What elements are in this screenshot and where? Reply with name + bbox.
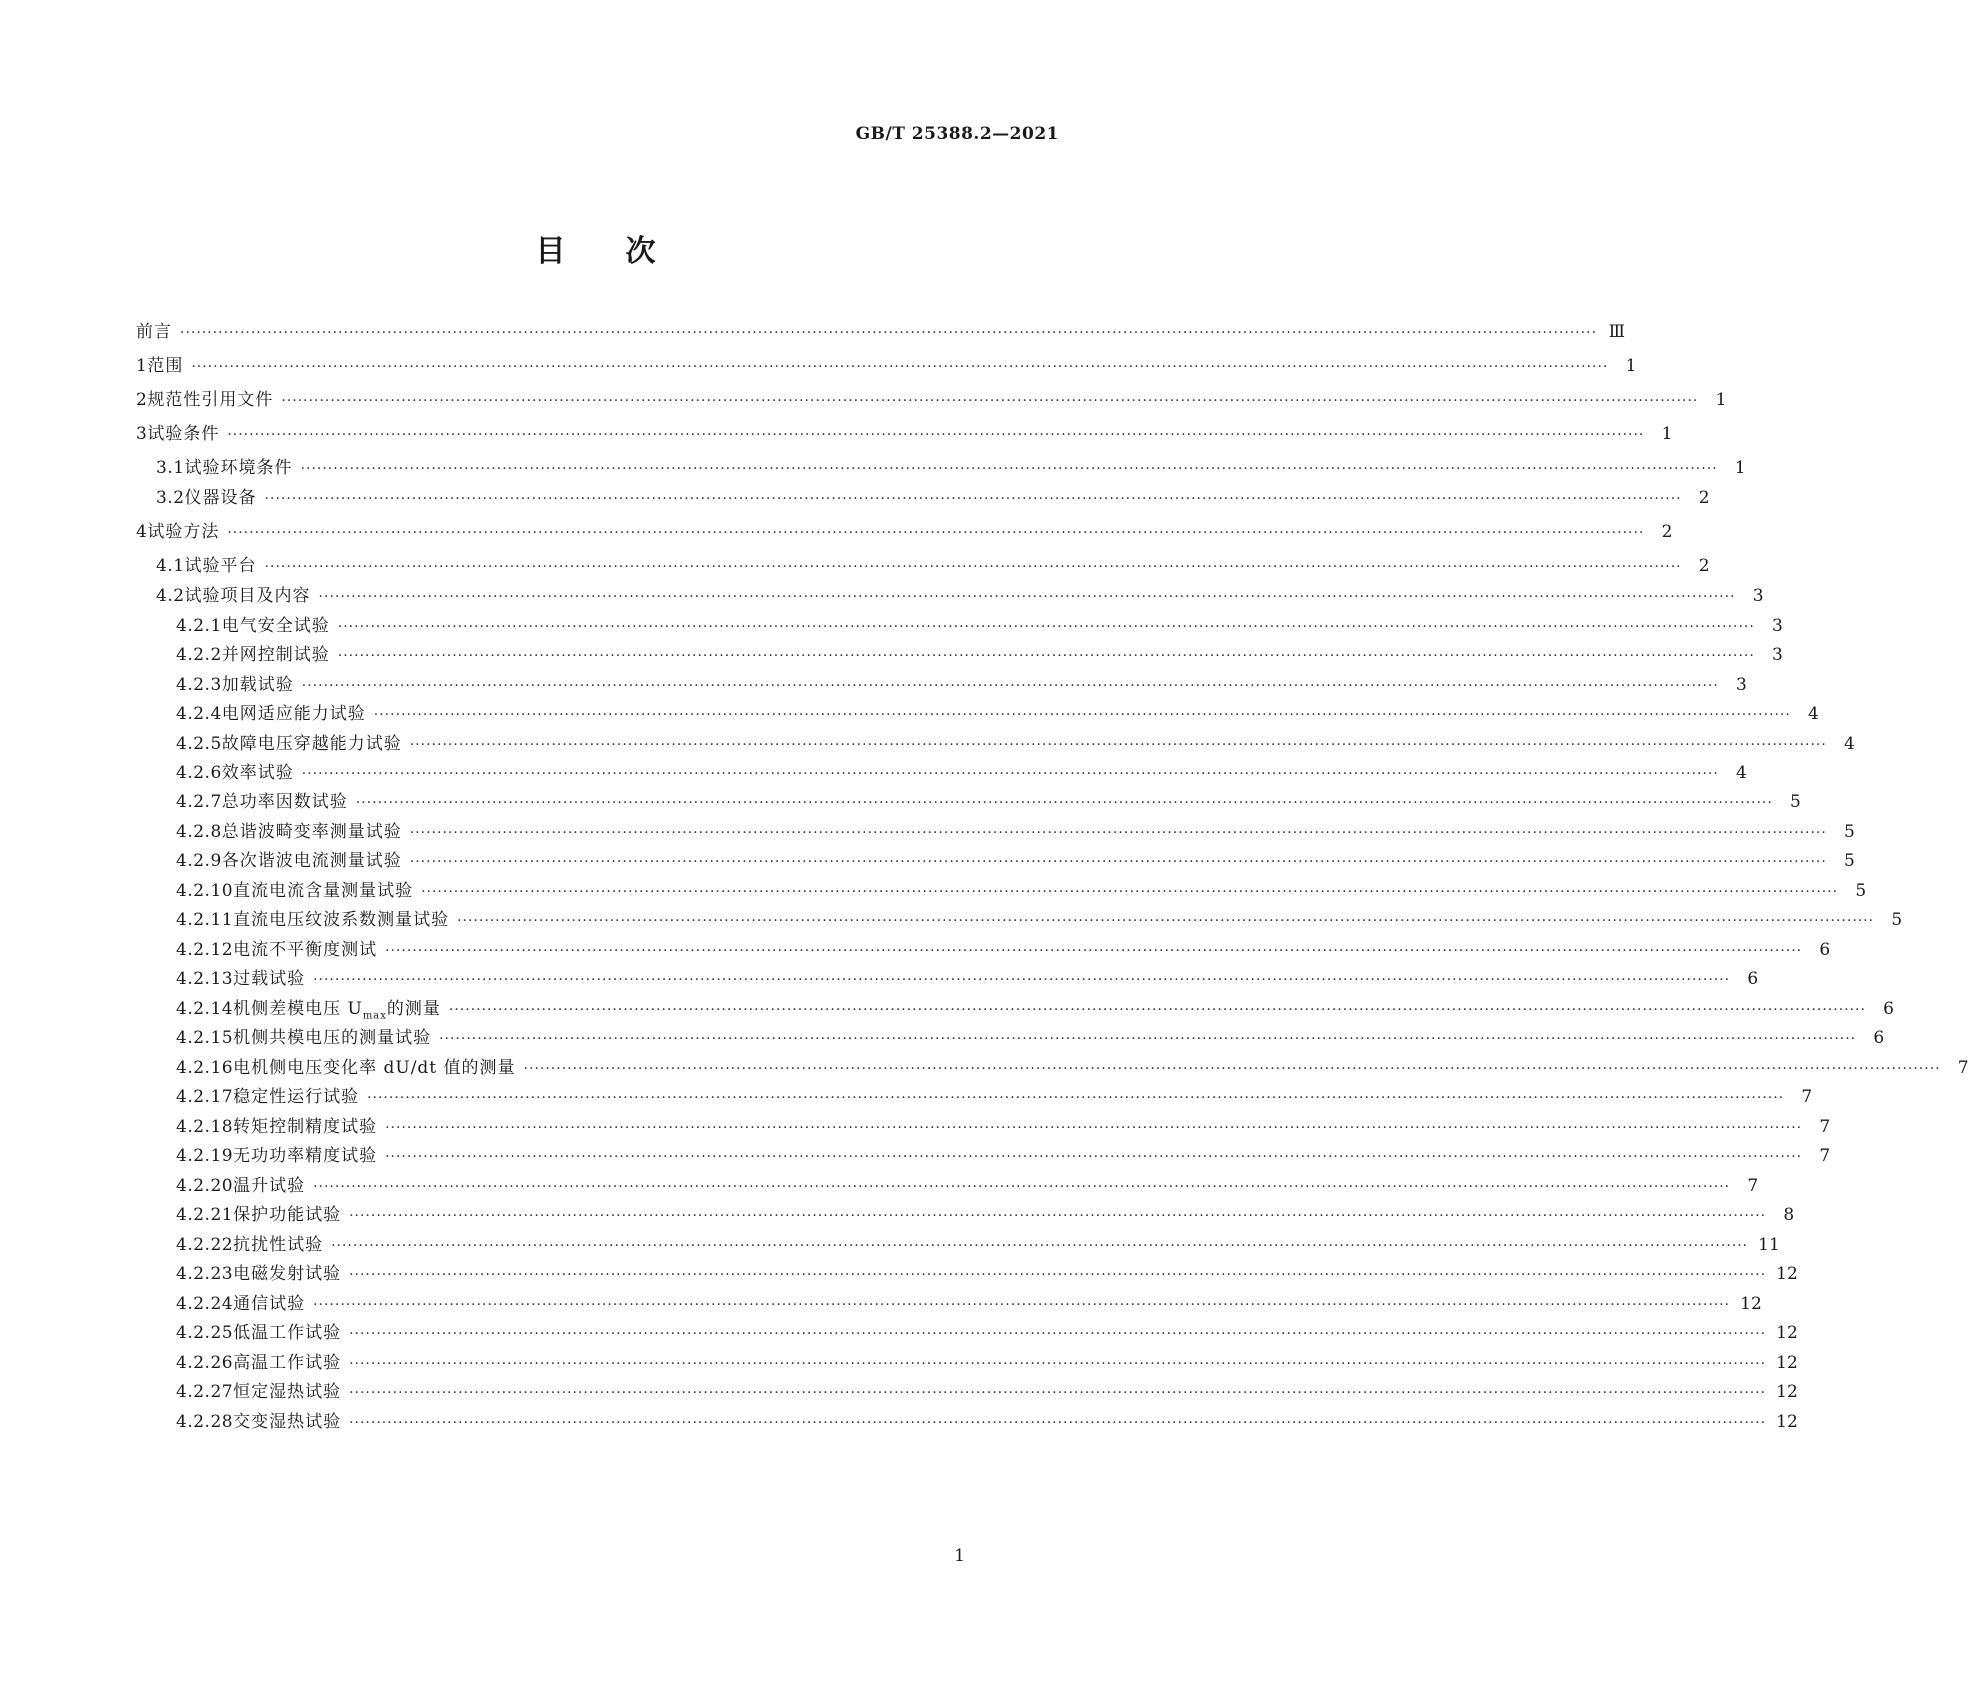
toc-entry-page: 5 xyxy=(1844,822,1855,842)
toc-entry-number: 4.2.9 xyxy=(176,851,222,871)
toc-entry-page: 1 xyxy=(1625,356,1637,376)
toc-entry xyxy=(136,1351,1798,1375)
toc-entry xyxy=(136,790,1801,814)
toc-entry xyxy=(136,938,1831,962)
toc-entry-title: 高温工作试验 xyxy=(233,1353,342,1373)
toc-entry-page: 1 xyxy=(1734,458,1746,478)
toc-leader-dots: ···································································································································································································································································· xyxy=(313,972,1731,988)
page-title: 目次 xyxy=(535,234,716,269)
toc-entry-page: 4 xyxy=(1736,763,1747,783)
toc-entry-number: 4.2.5 xyxy=(176,734,222,754)
toc-entry xyxy=(136,643,1783,667)
toc-entry-title: 仪器设备 xyxy=(184,488,257,508)
toc-entry-title: 试验项目及内容 xyxy=(184,586,311,606)
toc-leader-dots: ···································································································································································································································································· xyxy=(523,1061,1941,1077)
toc-leader-dots: ···································································································································································································································································· xyxy=(191,359,1609,375)
toc-entry-page: 5 xyxy=(1844,851,1855,871)
toc-entry xyxy=(136,456,1746,480)
toc-entry-title: 无功功率精度试验 xyxy=(233,1146,378,1166)
toc-entry-page: 5 xyxy=(1891,910,1903,930)
toc-entry-title: 试验方法 xyxy=(147,522,220,542)
toc-entry-title: 抗扰性试验 xyxy=(233,1235,324,1255)
toc-entry-title: 通信试验 xyxy=(233,1294,306,1314)
toc-entry-page: 5 xyxy=(1855,881,1867,901)
toc-entry-number: 4.2.20 xyxy=(176,1176,234,1196)
toc-entry xyxy=(136,1380,1798,1404)
toc-entry-title: 总谐波畸变率测量试验 xyxy=(221,822,402,842)
toc-entry-number: 2 xyxy=(136,390,148,410)
toc-entry-number: 4.2.16 xyxy=(176,1058,234,1078)
toc-entry-number: 4.2.3 xyxy=(176,675,222,695)
toc-entry-page: 1 xyxy=(1661,424,1673,444)
toc-entry xyxy=(136,422,1673,446)
toc-entry-subscript: max xyxy=(362,1010,387,1022)
toc-entry-number: 4.2.26 xyxy=(176,1353,234,1373)
toc-entry xyxy=(136,320,1626,344)
toc-leader-dots: ···································································································································································································································································· xyxy=(409,737,1827,753)
toc-leader-dots: ···································································································································································································································································· xyxy=(318,589,1736,605)
toc-entry xyxy=(136,732,1855,756)
toc-entry-number: 4.2.11 xyxy=(176,910,234,930)
toc-leader-dots: ···································································································································································································································································· xyxy=(448,1002,1866,1018)
toc-entry-number: 4.2.10 xyxy=(176,881,234,901)
toc-entry-page: 7 xyxy=(1957,1058,1969,1078)
toc-entry xyxy=(136,584,1764,608)
toc-entry xyxy=(136,997,1894,1022)
toc-entry-number: 4.1 xyxy=(156,556,185,576)
toc-leader-dots: ···································································································································································································································································· xyxy=(337,619,1755,635)
toc-entry-title: 温升试验 xyxy=(233,1176,306,1196)
toc-entry-title: 机侧共模电压的测量试验 xyxy=(233,1028,432,1048)
toc-entry xyxy=(136,520,1673,544)
toc-entry-number: 4.2.19 xyxy=(176,1146,234,1166)
toc-entry xyxy=(136,908,1903,932)
toc-entry-page: 7 xyxy=(1801,1087,1813,1107)
toc-entry-number: 4.2.14 xyxy=(176,999,234,1019)
toc-leader-dots: ···································································································································································································································································· xyxy=(349,1415,1767,1431)
toc-entry-page: 11 xyxy=(1758,1235,1780,1255)
toc-leader-dots: ···································································································································································································································································· xyxy=(337,648,1755,664)
toc-leader-dots: ···································································································································································································································································· xyxy=(349,1267,1767,1283)
toc-entry-title: 电流不平衡度测试 xyxy=(233,940,378,960)
toc-entry-number: 3.2 xyxy=(156,488,185,508)
toc-entry-title: 直流电压纹波系数测量试验 xyxy=(233,910,450,930)
toc-entry xyxy=(136,1085,1813,1109)
toc-entry xyxy=(136,820,1855,844)
toc-leader-dots: ···································································································································································································································································· xyxy=(349,1356,1767,1372)
toc-entry-number: 4.2.6 xyxy=(176,763,222,783)
toc-entry-number: 4.2.8 xyxy=(176,822,222,842)
toc-entry-page: 3 xyxy=(1772,616,1783,636)
toc-entry xyxy=(136,354,1637,378)
toc-entry-title: 低温工作试验 xyxy=(233,1323,342,1343)
toc-entry xyxy=(136,967,1759,991)
toc-entry-number: 4.2.1 xyxy=(176,616,222,636)
toc-entry-number: 4.2.17 xyxy=(176,1087,234,1107)
toc-entry xyxy=(136,1410,1798,1434)
toc-entry-title: 前言 xyxy=(136,322,172,342)
toc-entry-page: 12 xyxy=(1776,1353,1798,1373)
toc-leader-dots: ···································································································································································································································································· xyxy=(180,325,1598,341)
toc-entry-page: Ⅲ xyxy=(1608,322,1626,342)
toc-leader-dots: ···································································································································································································································································· xyxy=(439,1031,1857,1047)
toc-entry-page: 12 xyxy=(1776,1264,1798,1284)
toc-entry-number: 4.2.27 xyxy=(176,1382,234,1402)
toc-entry xyxy=(136,1262,1798,1286)
toc-entry xyxy=(136,554,1710,578)
toc-entry-title: 范围 xyxy=(147,356,184,376)
toc-leader-dots: ···································································································································································································································································· xyxy=(373,707,1791,723)
toc-entry-title: 并网控制试验 xyxy=(221,645,330,665)
toc-leader-dots: ···································································································································································································································································· xyxy=(264,491,1682,507)
toc-leader-dots: ···································································································································································································································································· xyxy=(300,461,1718,477)
toc-entry-title: 故障电压穿越能力试验 xyxy=(221,734,402,754)
toc-entry-number: 4.2.23 xyxy=(176,1264,234,1284)
toc-leader-dots: ···································································································································································································································································· xyxy=(385,1149,1803,1165)
toc-entry-page: 2 xyxy=(1698,556,1710,576)
toc-entry xyxy=(136,486,1710,510)
toc-entry-title: 稳定性运行试验 xyxy=(233,1087,360,1107)
toc-entry-number: 4.2.15 xyxy=(176,1028,234,1048)
toc-entry xyxy=(136,1144,1831,1168)
toc-leader-dots: ···································································································································································································································································· xyxy=(301,678,1719,694)
toc-entry-page: 6 xyxy=(1873,1028,1885,1048)
toc-entry-number: 4 xyxy=(136,522,148,542)
toc-entry-number: 4.2.13 xyxy=(176,969,234,989)
toc-entry-title: 电磁发射试验 xyxy=(233,1264,342,1284)
toc-leader-dots: ···································································································································································································································································· xyxy=(409,854,1827,870)
toc-entry-page: 12 xyxy=(1740,1294,1762,1314)
toc-entry-number: 4.2.21 xyxy=(176,1205,234,1225)
toc-leader-dots: ···································································································································································································································································· xyxy=(385,943,1803,959)
toc-leader-dots: ···································································································································································································································································· xyxy=(301,766,1719,782)
toc-entry-title: 电网适应能力试验 xyxy=(221,704,366,724)
toc-entry-number: 4.2.22 xyxy=(176,1235,234,1255)
toc-entry-title: 各次谐波电流测量试验 xyxy=(221,851,402,871)
toc-entry xyxy=(136,1056,1969,1080)
toc-entry-number: 4.2.18 xyxy=(176,1117,234,1137)
toc-leader-dots: ···································································································································································································································································· xyxy=(367,1090,1785,1106)
toc-entry-page: 6 xyxy=(1747,969,1759,989)
toc-entry-title: 试验环境条件 xyxy=(184,458,293,478)
toc-entry-page: 8 xyxy=(1783,1205,1795,1225)
toc-entry-title: 电机侧电压变化率 dU/dt 值的测量 xyxy=(233,1058,516,1078)
toc-entry-page: 7 xyxy=(1819,1146,1831,1166)
toc-leader-dots: ···································································································································································································································································· xyxy=(355,795,1773,811)
toc-leader-dots: ···································································································································································································································································· xyxy=(421,884,1839,900)
toc-leader-dots: ···································································································································································································································································· xyxy=(349,1208,1767,1224)
toc-leader-dots: ···································································································································································································································································· xyxy=(313,1297,1731,1313)
toc-entry xyxy=(136,1321,1798,1345)
standard-number: GB/T 25388.2—2021 xyxy=(855,124,1059,144)
toc-leader-dots: ···································································································································································································································································· xyxy=(264,559,1682,575)
toc-entry-title: 直流电流含量测量试验 xyxy=(233,881,414,901)
toc-entry xyxy=(136,879,1867,903)
toc-entry-page: 6 xyxy=(1819,940,1831,960)
page-number: 1 xyxy=(954,1546,965,1566)
toc-entry-page: 1 xyxy=(1715,390,1727,410)
toc-entry-page: 3 xyxy=(1736,675,1747,695)
toc-entry xyxy=(136,702,1819,726)
toc-leader-dots: ···································································································································································································································································· xyxy=(227,427,1645,443)
toc-entry-title: 加载试验 xyxy=(221,675,294,695)
toc-entry-title: 保护功能试验 xyxy=(233,1205,342,1225)
toc-entry-number: 3.1 xyxy=(156,458,185,478)
toc-entry xyxy=(136,614,1783,638)
toc-entry-title: 规范性引用文件 xyxy=(147,390,274,410)
toc-entry-title: 机侧差模电压 $U_{max}$的测量 xyxy=(233,999,441,1022)
toc-entry xyxy=(136,1233,1780,1257)
toc-entry-number: 4.2.25 xyxy=(176,1323,234,1343)
toc-leader-dots: ···································································································································································································································································· xyxy=(409,825,1827,841)
toc-entry xyxy=(136,388,1727,412)
toc-entry-number: 4.2 xyxy=(156,586,185,606)
toc-entry-page: 4 xyxy=(1844,734,1855,754)
toc-entry-number: 1 xyxy=(136,356,148,376)
toc-entry xyxy=(136,1026,1885,1050)
toc-entry-number: 4.2.28 xyxy=(176,1412,234,1432)
toc-entry-number: 4.2.12 xyxy=(176,940,234,960)
toc-entry-title: 恒定湿热试验 xyxy=(233,1382,342,1402)
toc-entry-page: 12 xyxy=(1776,1323,1798,1343)
toc-entry-page: 5 xyxy=(1790,792,1801,812)
toc-entry xyxy=(136,849,1855,873)
toc-entry-page: 12 xyxy=(1776,1382,1798,1402)
toc-entry xyxy=(136,673,1747,697)
toc-leader-dots: ···································································································································································································································································· xyxy=(457,913,1875,929)
toc-entry-page: 3 xyxy=(1752,586,1764,606)
toc-entry-title: 总功率因数试验 xyxy=(221,792,348,812)
toc-leader-dots: ···································································································································································································································································· xyxy=(313,1179,1731,1195)
toc-leader-dots: ···································································································································································································································································· xyxy=(227,525,1645,541)
toc-leader-dots: ···································································································································································································································································· xyxy=(331,1238,1749,1254)
toc-entry-title: 试验条件 xyxy=(147,424,220,444)
toc-leader-dots: ···································································································································································································································································· xyxy=(349,1326,1767,1342)
toc-leader-dots: ···································································································································································································································································· xyxy=(349,1385,1767,1401)
toc-entry-page: 4 xyxy=(1808,704,1819,724)
toc-leader-dots: ···································································································································································································································································· xyxy=(281,393,1699,409)
toc-entry-number: 4.2.2 xyxy=(176,645,222,665)
toc-entry xyxy=(136,761,1747,785)
toc-entry xyxy=(136,1203,1795,1227)
toc-entry-page: 2 xyxy=(1698,488,1710,508)
toc-entry-title: 效率试验 xyxy=(221,763,294,783)
toc-entry xyxy=(136,1115,1831,1139)
toc-entry-title: 转矩控制精度试验 xyxy=(233,1117,378,1137)
toc-entry-page: 12 xyxy=(1776,1412,1798,1432)
toc-leader-dots: ···································································································································································································································································· xyxy=(385,1120,1803,1136)
toc-entry-page: 7 xyxy=(1819,1117,1831,1137)
toc-entry xyxy=(136,1174,1759,1198)
toc-entry-page: 2 xyxy=(1661,522,1673,542)
toc-entry-title: 过载试验 xyxy=(233,969,306,989)
toc-entry-number: 4.2.7 xyxy=(176,792,222,812)
toc-entry-number: 3 xyxy=(136,424,148,444)
toc-entry-number: 4.2.4 xyxy=(176,704,222,724)
toc-entry-title: 试验平台 xyxy=(184,556,257,576)
toc-entry xyxy=(136,1292,1762,1316)
toc-entry-number: 4.2.24 xyxy=(176,1294,234,1314)
toc-entry-title: 交变湿热试验 xyxy=(233,1412,342,1432)
toc-entry-page: 6 xyxy=(1883,999,1894,1019)
toc-entry-page: 3 xyxy=(1772,645,1783,665)
toc-entry-page: 7 xyxy=(1747,1176,1759,1196)
toc-entry-title: 电气安全试验 xyxy=(221,616,330,636)
